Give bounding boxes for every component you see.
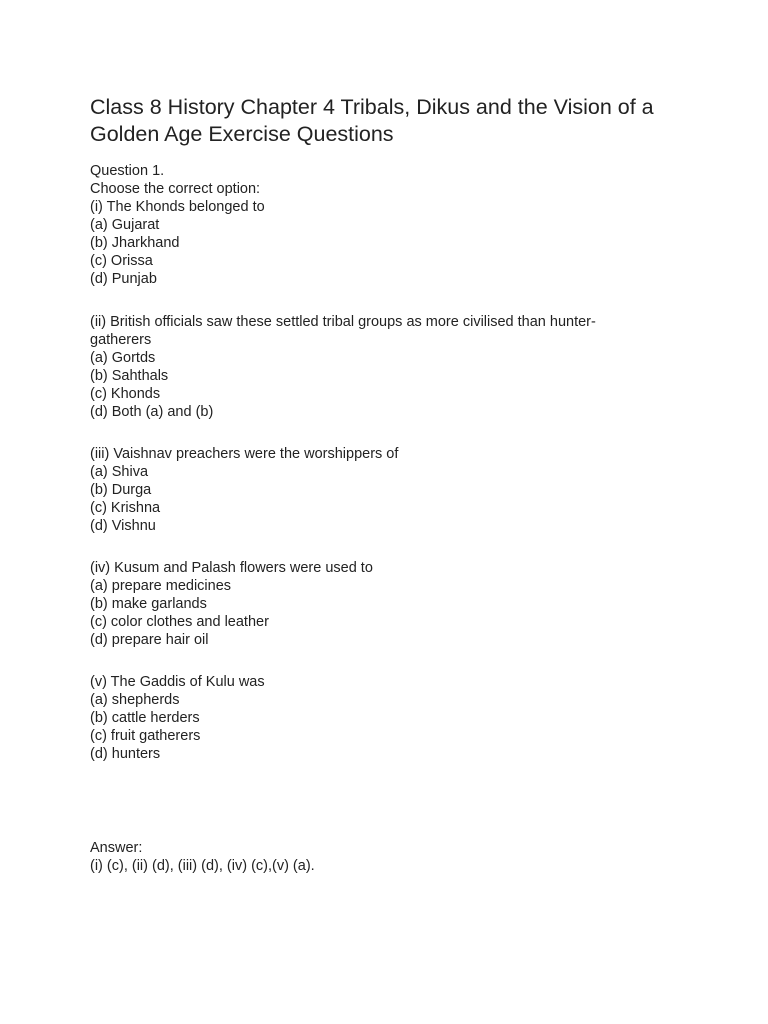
option-item: (d) Vishnu: [90, 518, 156, 534]
question-text: (ii) British officials saw these settled tribal groups as more civilised than hunter-: [90, 314, 596, 330]
question-text: (iv) Kusum and Palash flowers were used to: [90, 560, 373, 576]
option-item: (c) color clothes and leather: [90, 614, 269, 630]
option-item: (a) Shiva: [90, 464, 149, 480]
option-item: (b) Durga: [90, 482, 152, 498]
question-label: Question 1.: [90, 163, 165, 179]
question-block: [90, 313, 690, 421]
document-content: [90, 162, 690, 875]
option-item: (c) Krishna: [90, 500, 161, 516]
option-item: (d) Both (a) and (b): [90, 404, 214, 420]
question-text: (i) The Khonds belonged to: [90, 199, 265, 215]
question-block: [90, 559, 690, 649]
option-item: (a) prepare medicines: [90, 578, 232, 594]
option-item: (d) Punjab: [90, 271, 157, 287]
option-item: (a) shepherds: [90, 692, 180, 708]
question-block: [90, 445, 690, 535]
question-block: [90, 673, 690, 763]
option-item: (c) Khonds: [90, 386, 161, 402]
question-text: (v) The Gaddis of Kulu was: [90, 674, 265, 690]
answer-label: Answer:: [90, 840, 143, 856]
option-item: (b) Jharkhand: [90, 235, 180, 251]
answer-text: (i) (c), (ii) (d), (iii) (d), (iv) (c),(v) (a).: [90, 858, 315, 874]
option-item: (a) Gortds: [90, 350, 156, 366]
option-item: (c) fruit gatherers: [90, 728, 201, 744]
question-text-continued: gatherers: [90, 332, 152, 348]
page-title: Class 8 History Chapter 4 Tribals, Dikus and the Vision of a Golden Age Exercise Questions: [90, 95, 654, 146]
option-item: (d) hunters: [90, 746, 161, 762]
option-item: (c) Orissa: [90, 253, 153, 269]
document-page: [90, 94, 690, 875]
option-item: (b) make garlands: [90, 596, 207, 612]
instruction-text: Choose the correct option:: [90, 181, 261, 197]
option-item: (a) Gujarat: [90, 217, 160, 233]
option-item: (b) cattle herders: [90, 710, 200, 726]
option-item: (b) Sahthals: [90, 368, 169, 384]
option-item: (d) prepare hair oil: [90, 632, 209, 648]
answer-block: [90, 839, 690, 875]
question-block: [90, 198, 690, 288]
question-text: (iii) Vaishnav preachers were the worshippers of: [90, 446, 399, 462]
